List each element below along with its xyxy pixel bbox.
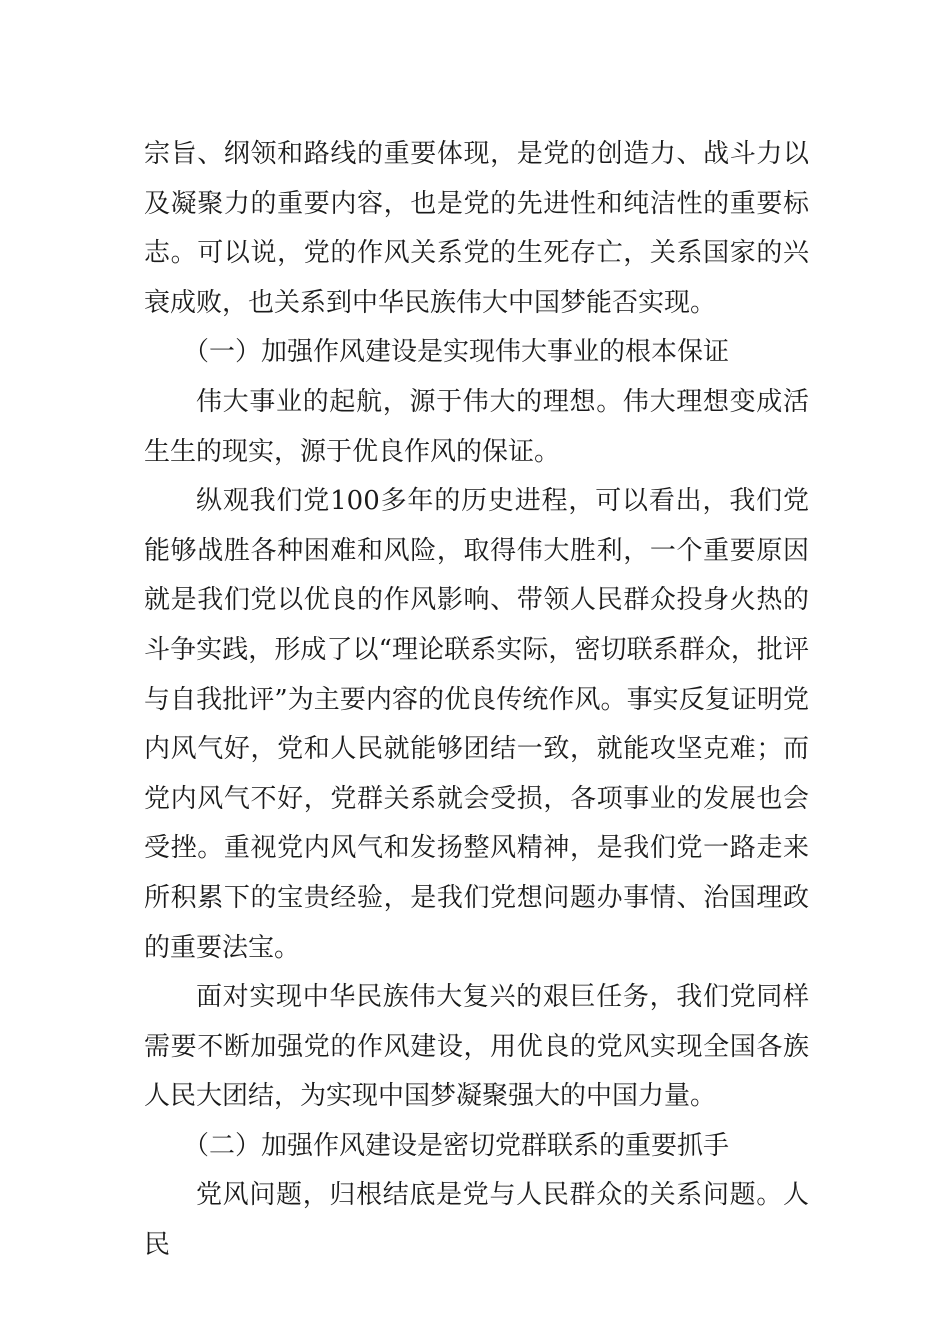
- paragraph: 纵观我们党100多年的历史进程，可以看出，我们党能够战胜各种困难和风险，取得伟大胜利，一个重要原因就是我们党以优良的作风影响、带领人民群众投身火热的斗争实践，形成了以“理论联系实际，密切联系群众，批评与自我批评”为主要内容的优良传统作风。事实反复证明党内风气好，党和人民就能够团结一致，就能攻坚克难；而党内风气不好，党群关系就会受损，各项事业的发展也会受挫。重视党内风气和发扬整风精神，是我们党一路走来所积累下的宝贵经验，是我们党想问题办事情、治国理政的重要法宝。: [144, 486, 809, 963]
- document-body: [144, 130, 809, 1271]
- paragraph-continuation: 宗旨、纲领和路线的重要体现，是党的创造力、战斗力以及凝聚力的重要内容，也是党的先进性和纯洁性的重要标志。可以说，党的作风关系党的生死存亡，关系国家的兴衰成败，也关系到中华民族伟大中国梦能否实现。: [144, 139, 809, 318]
- paragraph: 伟大事业的起航，源于伟大的理想。伟大理想变成活生生的现实，源于优良作风的保证。: [144, 386, 809, 467]
- section-heading-1: （一）加强作风建设是实现伟大事业的根本保证: [183, 337, 730, 368]
- section-heading-2: （二）加强作风建设是密切党群联系的重要抓手: [183, 1130, 730, 1161]
- paragraph: 面对实现中华民族伟大复兴的艰巨任务，我们党同样需要不断加强党的作风建设，用优良的党风实现全国各族人民大团结，为实现中国梦凝聚强大的中国力量。: [144, 982, 809, 1112]
- paragraph: 党风问题，归根结底是党与人民群众的关系问题。人民: [144, 1180, 809, 1261]
